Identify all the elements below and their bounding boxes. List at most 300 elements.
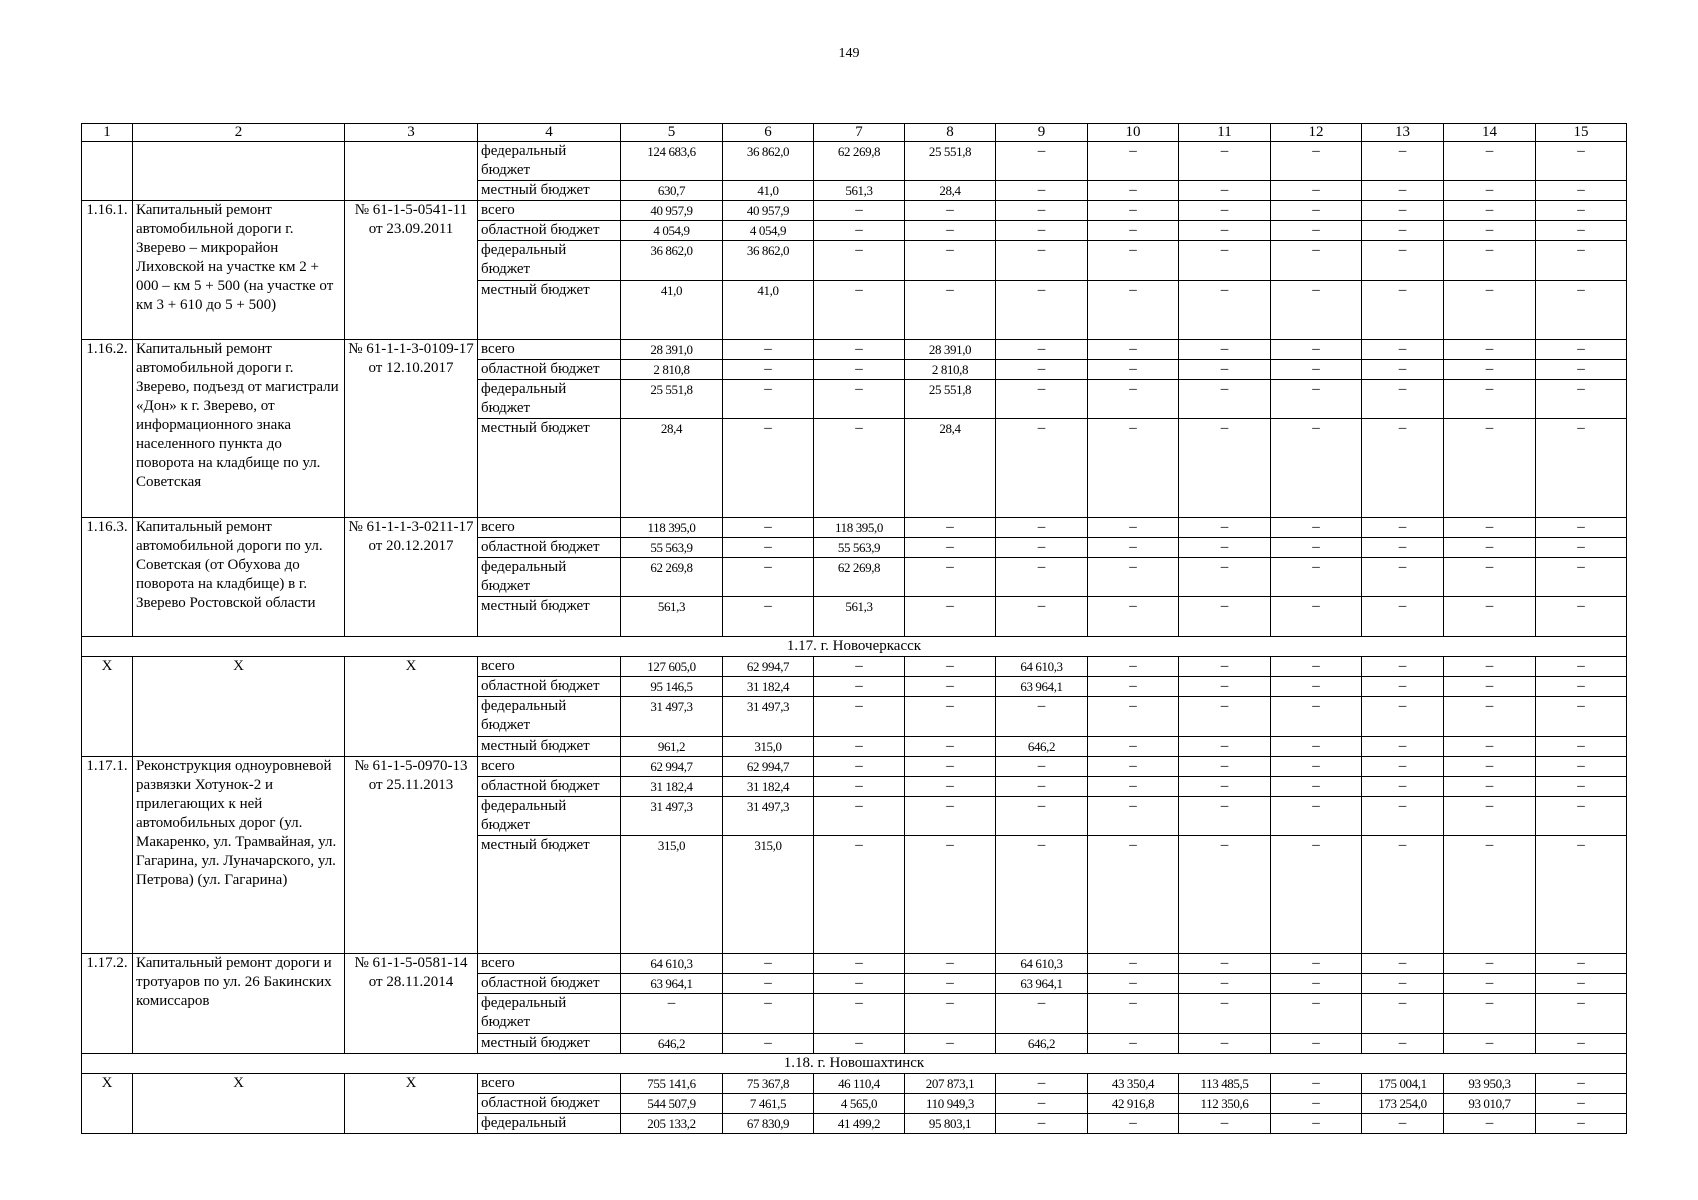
value-cell: –	[723, 954, 814, 974]
value-cell: –	[905, 1033, 996, 1053]
value-cell: –	[1444, 796, 1536, 835]
value-cell: –	[1536, 1094, 1627, 1114]
value-cell: –	[1179, 280, 1271, 339]
value-cell: –	[1444, 419, 1536, 518]
value-cell: 62 994,7	[723, 657, 814, 677]
value-cell: 41,0	[621, 280, 723, 339]
value-cell: 646,2	[621, 1033, 723, 1053]
value-cell: –	[1362, 379, 1444, 418]
value-cell: –	[1271, 1114, 1362, 1134]
item-name: Капитальный ремонт автомобильной дороги г. Зверево – микрорайон Лиховской на участке км 2 + 000 – км 5 + 500 (на участке от км 3 + 610 до 5 + 500)	[133, 201, 345, 339]
value-cell: –	[1271, 557, 1362, 596]
value-cell: –	[1536, 419, 1627, 518]
value-cell: –	[814, 974, 905, 994]
value-cell: 31 497,3	[621, 796, 723, 835]
table-row	[82, 756, 1627, 776]
value-cell: 112 350,6	[1179, 1094, 1271, 1114]
value-cell: –	[1362, 557, 1444, 596]
value-cell: –	[723, 557, 814, 596]
value-cell: –	[1444, 974, 1536, 994]
value-cell: 63 964,1	[996, 677, 1088, 697]
value-cell: 31 182,4	[621, 776, 723, 796]
value-cell: –	[1271, 359, 1362, 379]
value-cell: –	[1179, 677, 1271, 697]
value-cell: –	[1536, 796, 1627, 835]
value-cell: –	[1271, 181, 1362, 201]
value-cell: –	[1088, 974, 1179, 994]
value-cell: –	[996, 359, 1088, 379]
value-cell: –	[814, 677, 905, 697]
value-cell: –	[1088, 339, 1179, 359]
value-cell: –	[1362, 736, 1444, 756]
value-cell: –	[1088, 201, 1179, 221]
value-cell: 28,4	[905, 181, 996, 201]
section-title: 1.17. г. Новочеркасск	[82, 636, 1627, 657]
value-cell: 95 803,1	[905, 1114, 996, 1134]
value-cell: 62 269,8	[621, 557, 723, 596]
value-cell: –	[1536, 221, 1627, 241]
budget-category: областной бюджет	[478, 677, 621, 697]
table-row	[82, 517, 1627, 537]
value-cell: –	[1362, 994, 1444, 1033]
value-cell: –	[1444, 517, 1536, 537]
budget-category: всего	[478, 517, 621, 537]
value-cell: –	[1536, 359, 1627, 379]
value-cell: 4 054,9	[723, 221, 814, 241]
value-cell: –	[905, 756, 996, 776]
value-cell: –	[814, 836, 905, 954]
value-cell: –	[1444, 201, 1536, 221]
column-number: 13	[1362, 124, 1444, 142]
item-name: X	[133, 657, 345, 756]
value-cell: –	[1088, 379, 1179, 418]
column-number: 6	[723, 124, 814, 142]
value-cell: –	[1362, 517, 1444, 537]
budget-category: областной бюджет	[478, 537, 621, 557]
value-cell: –	[1271, 142, 1362, 181]
item-number: 1.16.3.	[82, 517, 133, 636]
value-cell: –	[1271, 379, 1362, 418]
value-cell: –	[1088, 142, 1179, 181]
value-cell: –	[1179, 657, 1271, 677]
value-cell: –	[1362, 954, 1444, 974]
value-cell: –	[814, 657, 905, 677]
value-cell: –	[1179, 776, 1271, 796]
value-cell: 36 862,0	[621, 241, 723, 280]
value-cell: –	[1179, 142, 1271, 181]
value-cell: –	[1362, 201, 1444, 221]
value-cell: –	[1444, 736, 1536, 756]
value-cell: –	[1536, 537, 1627, 557]
value-cell: –	[1179, 181, 1271, 201]
value-cell: –	[1444, 994, 1536, 1033]
value-cell: –	[1088, 280, 1179, 339]
value-cell: 630,7	[621, 181, 723, 201]
value-cell: 175 004,1	[1362, 1074, 1444, 1094]
value-cell: –	[996, 221, 1088, 241]
table-row	[82, 201, 1627, 221]
value-cell: –	[1088, 517, 1179, 537]
value-cell: –	[1362, 1033, 1444, 1053]
value-cell: –	[814, 379, 905, 418]
value-cell: –	[1444, 537, 1536, 557]
value-cell: –	[1536, 994, 1627, 1033]
value-cell: –	[1362, 836, 1444, 954]
value-cell: –	[996, 1094, 1088, 1114]
section-row	[82, 636, 1627, 657]
value-cell: –	[1271, 697, 1362, 736]
item-number: 1.17.1.	[82, 756, 133, 954]
value-cell: 46 110,4	[814, 1074, 905, 1094]
value-cell: 95 146,5	[621, 677, 723, 697]
value-cell: –	[996, 776, 1088, 796]
value-cell: –	[1362, 776, 1444, 796]
budget-category: всего	[478, 954, 621, 974]
document-number: X	[345, 1074, 478, 1134]
value-cell: –	[996, 836, 1088, 954]
budget-category: федеральный бюджет	[478, 379, 621, 418]
value-cell: –	[1179, 339, 1271, 359]
item-name: Капитальный ремонт автомобильной дороги по ул. Советская (от Обухова до поворота на кладбище) в г. Зверево Ростовской области	[133, 517, 345, 636]
value-cell: 28 391,0	[905, 339, 996, 359]
column-number: 11	[1179, 124, 1271, 142]
value-cell: –	[1536, 379, 1627, 418]
value-cell: –	[1271, 419, 1362, 518]
column-number: 2	[133, 124, 345, 142]
value-cell: –	[996, 597, 1088, 636]
value-cell: –	[1362, 974, 1444, 994]
value-cell: –	[996, 241, 1088, 280]
value-cell: 207 873,1	[905, 1074, 996, 1094]
item-number: 1.16.1.	[82, 201, 133, 339]
budget-category: всего	[478, 657, 621, 677]
value-cell: 561,3	[621, 597, 723, 636]
value-cell: –	[1088, 736, 1179, 756]
value-cell: –	[1362, 241, 1444, 280]
value-cell: –	[1536, 736, 1627, 756]
column-number: 14	[1444, 124, 1536, 142]
value-cell: –	[723, 1033, 814, 1053]
value-cell: –	[1362, 142, 1444, 181]
value-cell: –	[1271, 1033, 1362, 1053]
value-cell: 127 605,0	[621, 657, 723, 677]
value-cell: –	[1179, 419, 1271, 518]
value-cell: –	[1444, 241, 1536, 280]
value-cell: –	[1536, 181, 1627, 201]
value-cell: 31 182,4	[723, 677, 814, 697]
value-cell: –	[905, 974, 996, 994]
value-cell: –	[1536, 697, 1627, 736]
value-cell: –	[1088, 597, 1179, 636]
value-cell: –	[1088, 796, 1179, 835]
value-cell: –	[1536, 517, 1627, 537]
budget-category: областной бюджет	[478, 1094, 621, 1114]
item-name: Реконструкция одноуровневой развязки Хотунок-2 и прилегающих к ней автомобильных дорог (ул. Макаренко, ул. Трамвайная, ул. Гагарина, ул. Луначарского, ул. Петрова) (ул. Гагарина)	[133, 756, 345, 954]
value-cell: –	[1536, 557, 1627, 596]
value-cell: –	[1444, 280, 1536, 339]
value-cell: –	[723, 597, 814, 636]
value-cell: 28,4	[905, 419, 996, 518]
column-number: 9	[996, 124, 1088, 142]
value-cell: –	[1179, 974, 1271, 994]
value-cell: 2 810,8	[905, 359, 996, 379]
value-cell: –	[814, 1033, 905, 1053]
column-number: 12	[1271, 124, 1362, 142]
value-cell: –	[814, 221, 905, 241]
value-cell: –	[814, 339, 905, 359]
value-cell: –	[905, 517, 996, 537]
value-cell: –	[1536, 1074, 1627, 1094]
table-row	[82, 1074, 1627, 1094]
value-cell: –	[1088, 359, 1179, 379]
value-cell: 4 054,9	[621, 221, 723, 241]
budget-category: областной бюджет	[478, 776, 621, 796]
value-cell: –	[1088, 1114, 1179, 1134]
value-cell: –	[1088, 677, 1179, 697]
value-cell: –	[1179, 954, 1271, 974]
value-cell: –	[814, 736, 905, 756]
value-cell: –	[1179, 756, 1271, 776]
value-cell: 41,0	[723, 181, 814, 201]
budget-category: местный бюджет	[478, 181, 621, 201]
value-cell: –	[1088, 241, 1179, 280]
table-row	[82, 954, 1627, 974]
value-cell: 315,0	[621, 836, 723, 954]
value-cell: –	[1536, 241, 1627, 280]
table-row	[82, 657, 1627, 677]
value-cell: –	[621, 994, 723, 1033]
column-number: 1	[82, 124, 133, 142]
value-cell: –	[1271, 994, 1362, 1033]
value-cell: –	[1536, 657, 1627, 677]
value-cell: 64 610,3	[621, 954, 723, 974]
value-cell: 55 563,9	[621, 537, 723, 557]
value-cell: 63 964,1	[621, 974, 723, 994]
column-number-row	[82, 124, 1627, 142]
value-cell: –	[1179, 379, 1271, 418]
value-cell: –	[1444, 776, 1536, 796]
value-cell: 40 957,9	[723, 201, 814, 221]
section-row	[82, 1053, 1627, 1074]
document-number: № 61-1-5-0541-11 от 23.09.2011	[345, 201, 478, 339]
value-cell: –	[1444, 181, 1536, 201]
value-cell: –	[1179, 201, 1271, 221]
item-number	[82, 142, 133, 201]
value-cell: –	[1179, 557, 1271, 596]
value-cell: –	[1536, 1033, 1627, 1053]
value-cell: –	[1362, 796, 1444, 835]
value-cell: –	[1271, 517, 1362, 537]
value-cell: –	[1179, 359, 1271, 379]
value-cell: 28,4	[621, 419, 723, 518]
value-cell: –	[1179, 597, 1271, 636]
value-cell: –	[814, 796, 905, 835]
value-cell: –	[1271, 597, 1362, 636]
value-cell: –	[1362, 339, 1444, 359]
value-cell: –	[1362, 181, 1444, 201]
value-cell: –	[905, 657, 996, 677]
value-cell: –	[814, 697, 905, 736]
value-cell: 113 485,5	[1179, 1074, 1271, 1094]
item-name	[133, 142, 345, 201]
value-cell: –	[1088, 557, 1179, 596]
section-title: 1.18. г. Новошахтинск	[82, 1053, 1627, 1074]
value-cell: 64 610,3	[996, 954, 1088, 974]
value-cell: –	[1444, 221, 1536, 241]
value-cell: 7 461,5	[723, 1094, 814, 1114]
budget-category: федеральный	[478, 1114, 621, 1134]
value-cell: –	[1444, 359, 1536, 379]
column-number: 4	[478, 124, 621, 142]
value-cell: –	[1362, 756, 1444, 776]
value-cell: 62 269,8	[814, 142, 905, 181]
value-cell: –	[1271, 201, 1362, 221]
document-number: № 61-1-1-3-0109-17 от 12.10.2017	[345, 339, 478, 517]
value-cell: –	[996, 1114, 1088, 1134]
value-cell: –	[1362, 221, 1444, 241]
value-cell: –	[996, 419, 1088, 518]
budget-category: федеральный бюджет	[478, 994, 621, 1033]
value-cell: –	[1444, 1033, 1536, 1053]
value-cell: –	[1271, 974, 1362, 994]
value-cell: –	[1179, 537, 1271, 557]
budget-category: всего	[478, 756, 621, 776]
value-cell: –	[1088, 756, 1179, 776]
value-cell: 63 964,1	[996, 974, 1088, 994]
value-cell: –	[905, 201, 996, 221]
budget-category: областной бюджет	[478, 974, 621, 994]
value-cell: –	[1444, 142, 1536, 181]
value-cell: –	[1088, 657, 1179, 677]
value-cell: –	[1179, 796, 1271, 835]
value-cell: –	[1444, 1114, 1536, 1134]
value-cell: –	[1536, 836, 1627, 954]
value-cell: –	[723, 537, 814, 557]
value-cell: –	[1444, 954, 1536, 974]
value-cell: –	[814, 776, 905, 796]
value-cell: –	[1179, 736, 1271, 756]
value-cell: 315,0	[723, 836, 814, 954]
value-cell: 31 497,3	[723, 796, 814, 835]
column-number: 3	[345, 124, 478, 142]
value-cell: –	[1088, 1033, 1179, 1053]
budget-category: местный бюджет	[478, 736, 621, 756]
value-cell: 55 563,9	[814, 537, 905, 557]
item-name: Капитальный ремонт автомобильной дороги г. Зверево, подъезд от магистрали «Дон» к г. Зверево, от информационного знака населенного пункта до поворота на кладбище по ул. Советская	[133, 339, 345, 517]
value-cell: –	[1444, 697, 1536, 736]
budget-category: областной бюджет	[478, 221, 621, 241]
budget-category: местный бюджет	[478, 1033, 621, 1053]
value-cell: –	[996, 379, 1088, 418]
value-cell: –	[996, 181, 1088, 201]
column-number: 7	[814, 124, 905, 142]
value-cell: –	[1444, 597, 1536, 636]
value-cell: –	[1536, 339, 1627, 359]
value-cell: –	[1444, 836, 1536, 954]
value-cell: 75 367,8	[723, 1074, 814, 1094]
document-number: № 61-1-1-3-0211-17 от 20.12.2017	[345, 517, 478, 636]
value-cell: 31 497,3	[723, 697, 814, 736]
value-cell: 4 565,0	[814, 1094, 905, 1114]
budget-category: федеральный бюджет	[478, 142, 621, 181]
value-cell: –	[1271, 280, 1362, 339]
value-cell: –	[996, 537, 1088, 557]
value-cell: –	[1536, 974, 1627, 994]
item-number: X	[82, 657, 133, 756]
value-cell: –	[1179, 994, 1271, 1033]
value-cell: –	[1271, 677, 1362, 697]
value-cell: –	[1362, 419, 1444, 518]
value-cell: –	[996, 201, 1088, 221]
value-cell: –	[1362, 280, 1444, 339]
value-cell: –	[1362, 537, 1444, 557]
value-cell: –	[1271, 339, 1362, 359]
value-cell: –	[1088, 697, 1179, 736]
value-cell: –	[1271, 1074, 1362, 1094]
budget-category: местный бюджет	[478, 836, 621, 954]
page-number: 149	[838, 46, 860, 61]
value-cell: –	[1271, 537, 1362, 557]
value-cell: –	[723, 359, 814, 379]
value-cell: –	[723, 339, 814, 359]
value-cell: –	[1362, 1114, 1444, 1134]
value-cell: –	[905, 557, 996, 596]
value-cell: –	[814, 954, 905, 974]
value-cell: –	[905, 280, 996, 339]
value-cell: –	[1536, 201, 1627, 221]
value-cell: 31 182,4	[723, 776, 814, 796]
value-cell: –	[1179, 221, 1271, 241]
value-cell: –	[1088, 419, 1179, 518]
value-cell: –	[905, 697, 996, 736]
column-number: 15	[1536, 124, 1627, 142]
value-cell: –	[1271, 954, 1362, 974]
item-number: 1.16.2.	[82, 339, 133, 517]
budget-category: областной бюджет	[478, 359, 621, 379]
value-cell: –	[1271, 1094, 1362, 1114]
value-cell: 646,2	[996, 736, 1088, 756]
value-cell: 205 133,2	[621, 1114, 723, 1134]
value-cell: –	[996, 796, 1088, 835]
item-number: X	[82, 1074, 133, 1134]
item-name: X	[133, 1074, 345, 1134]
item-name: Капитальный ремонт дороги и тротуаров по ул. 26 Бакинских комиссаров	[133, 954, 345, 1053]
value-cell: –	[1088, 776, 1179, 796]
budget-table	[81, 123, 1627, 1134]
value-cell: –	[1444, 557, 1536, 596]
value-cell: –	[905, 994, 996, 1033]
value-cell: –	[1444, 339, 1536, 359]
budget-category: федеральный бюджет	[478, 796, 621, 835]
value-cell: –	[1536, 954, 1627, 974]
value-cell: 961,2	[621, 736, 723, 756]
value-cell: –	[905, 221, 996, 241]
value-cell: –	[814, 756, 905, 776]
value-cell: –	[1271, 241, 1362, 280]
value-cell: –	[1536, 597, 1627, 636]
document-number	[345, 142, 478, 201]
value-cell: –	[996, 280, 1088, 339]
value-cell: –	[1271, 796, 1362, 835]
value-cell: –	[1536, 280, 1627, 339]
value-cell: 173 254,0	[1362, 1094, 1444, 1114]
document-number: X	[345, 657, 478, 756]
value-cell: –	[996, 994, 1088, 1033]
value-cell: 31 497,3	[621, 697, 723, 736]
value-cell: –	[1088, 181, 1179, 201]
budget-category: федеральный бюджет	[478, 697, 621, 736]
value-cell: 118 395,0	[621, 517, 723, 537]
